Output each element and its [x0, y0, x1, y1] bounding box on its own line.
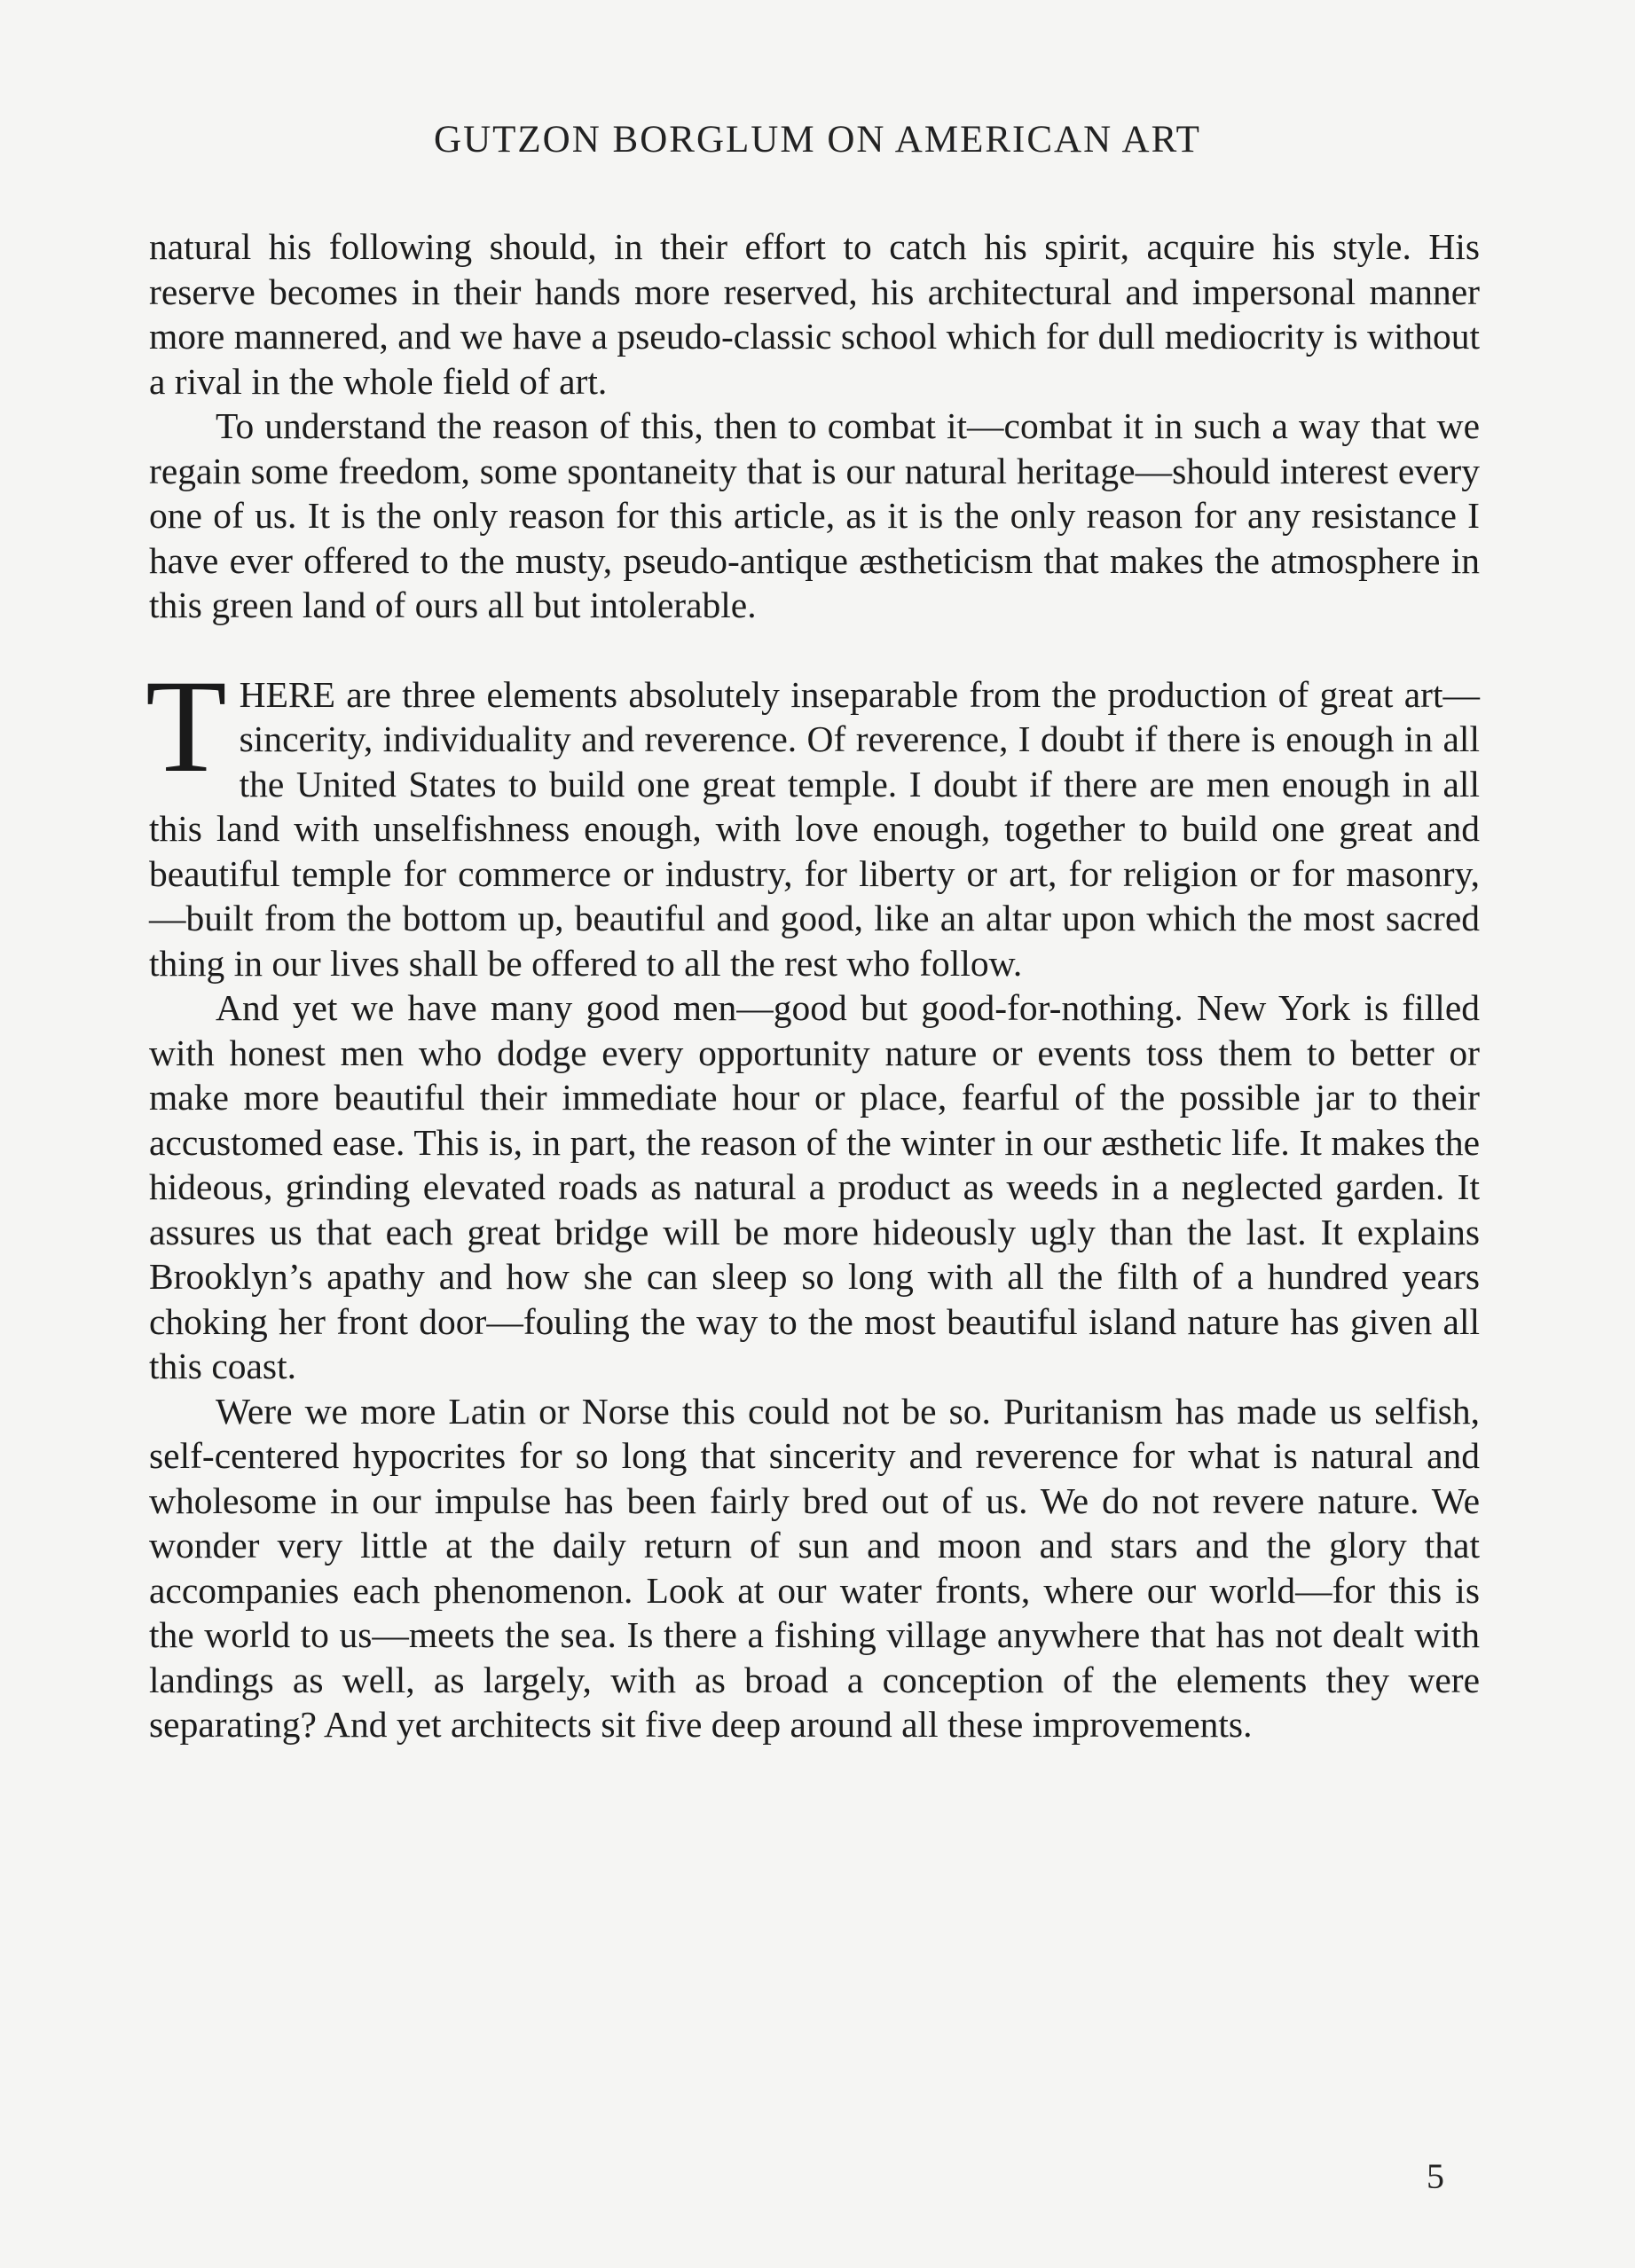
paragraph-2: To understand the reason of this, then to combat it—combat it in such a way that we regain some freedom, some spontaneity that is our natural heritage—should interest every one of us. It is the only reason for this article, as it is the only reason for any resistance I have ever offered to the musty, pseudo-antique æstheticism that makes the atmosphere in this green land of ours all but intolerable. — [149, 405, 1480, 625]
drop-cap-letter: T — [145, 652, 227, 800]
paragraph-4: And yet we have many good men—good but good-for-nothing. New York is filled with honest men who dodge every opportunity nature or events toss them to better or make more beautiful their immediate hour or place, fearful of the possible jar to their accustomed ease. This is, in part, the reason of the winter in our æsthetic life. It makes the hideous, grinding elevated roads as natural a product as weeds in a neglected garden. It assures us that each great bridge will be more hideously ugly than the last. It explains Brooklyn’s apathy and how she can sleep so long with all the filth of a hundred years choking her front door—fouling the way to the most beautiful island nature has given all this coast. — [149, 987, 1480, 1386]
paragraph-3 — [145, 652, 1480, 986]
article-body — [145, 224, 1480, 1747]
paragraph-3-text: HERE are three elements absolutely inseparable from the production of great art—sincerity, individuality and reverence. Of reverence, I doubt if there is enough in all the United States to build one great temple. I doubt if there are men enough in all this land with unselfishness enough, with love enough, together to build one great and beautiful temple for commerce or industry, for liberty or art, for religion or for masonry,—built from the bottom up, beautiful and good, like an altar upon which the most sacred thing in our lives shall be offered to all the rest who follow. — [149, 673, 1480, 984]
paragraph-5: Were we more Latin or Norse this could not be so. Puritanism has made us selfish, self-centered hypocrites for so long that sincerity and reverence for what is natural and wholesome in our impulse has been fairly bred out of us. We do not revere nature. We wonder very little at the daily return of sun and moon and stars and the glory that accompanies each phenomenon. Look at our water fronts, where our world—for this is the world to us—meets the sea. Is there a fishing village anywhere that has not dealt with landings as well, as largely, with as broad a conception of the elements they were separating? And yet architects sit five deep around all these improvements. — [149, 1390, 1480, 1745]
paragraph-1: natural his following should, in their effort to catch his spirit, acquire his style. His reserve becomes in their hands more reserved, his architectural and impersonal manner more mannered, and we have a pseudo-classic school which for dull mediocrity is without a rival in the whole field of art. — [149, 226, 1480, 402]
section-break — [149, 628, 1480, 672]
running-head: GUTZON BORGLUM ON AMERICAN ART — [434, 119, 1201, 161]
page-number: 5 — [1427, 2156, 1444, 2196]
